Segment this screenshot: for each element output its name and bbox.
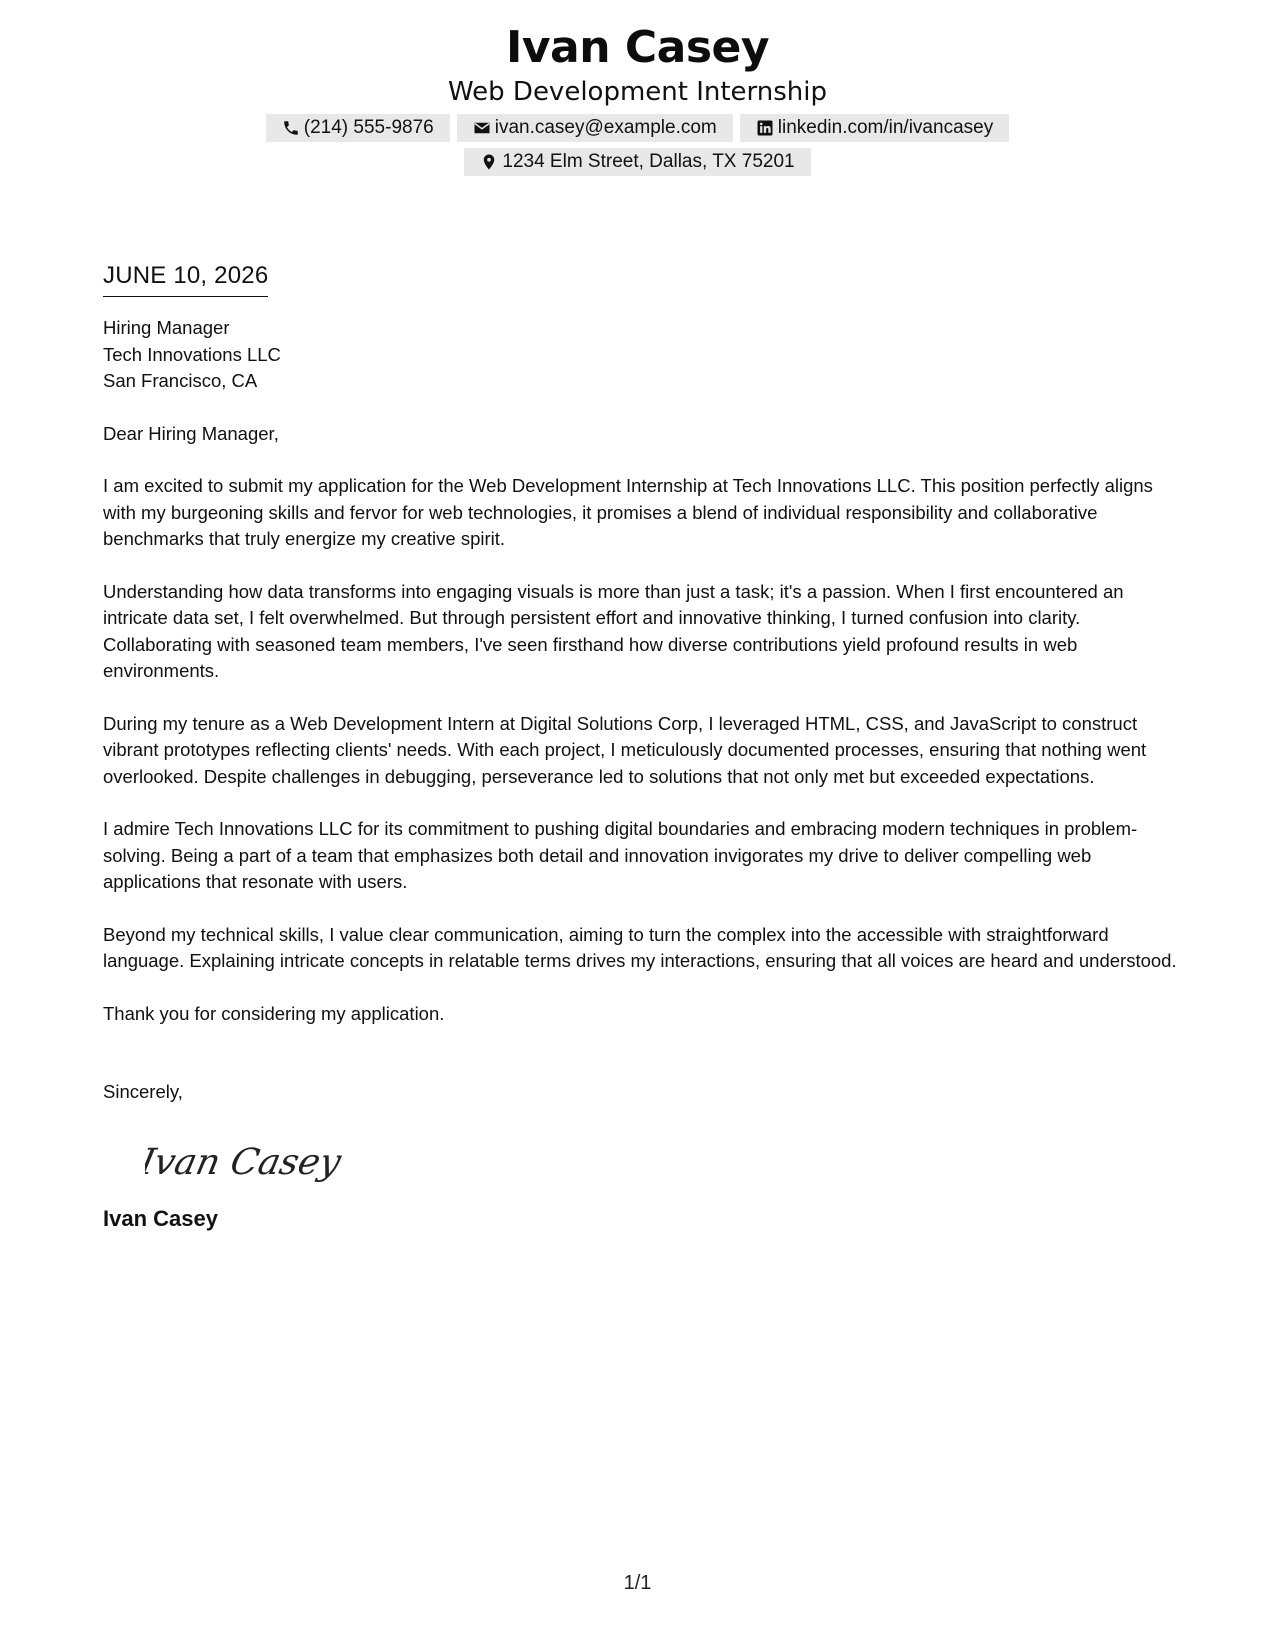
recipient-block xyxy=(103,315,1178,395)
linkedin-text: linkedin.com/in/ivancasey xyxy=(777,117,994,138)
body-paragraph: Understanding how data transforms into engaging visuals is more than just a task; it's a passion. When I first encountered an intricate data set, I felt overwhelmed. But through persistent effort and innovative thinking, I turned confusion into clarity. Collaborating with seasoned team members, I've seen firsthand how diverse contributions yield profound results in web environments. xyxy=(103,580,1124,681)
applicant-name: Ivan Casey xyxy=(505,22,770,73)
svg-text:Ivan Casey: Ivan Casey xyxy=(145,1139,345,1183)
map-pin-icon xyxy=(480,153,498,171)
letter-header xyxy=(0,20,1275,176)
address-text: 1234 Elm Street, Dallas, TX 75201 xyxy=(502,151,795,172)
contact-address xyxy=(464,148,810,176)
contact-phone xyxy=(266,114,450,142)
salutation: Dear Hiring Manager, xyxy=(103,422,279,444)
position-title: Web Development Internship xyxy=(447,77,828,107)
letter-date: JUNE 10, 2026 xyxy=(103,260,268,297)
page-number: 1/1 xyxy=(623,1572,652,1594)
body-paragraph: Beyond my technical skills, I value clear communication, aiming to turn the complex into the accessible with straightforward language. Explaining intricate concepts in relatable terms drives my interactions, ensuring that all voices are heard and understood. xyxy=(103,923,1177,971)
closing: Sincerely, xyxy=(103,1081,183,1102)
recipient-line: Hiring Manager xyxy=(103,317,230,338)
body-paragraph: During my tenure as a Web Development Intern at Digital Solutions Corp, I leveraged HTML, CSS, and JavaScript to construct vibrant prototypes reflecting clients' needs. With each project, I meticulously documented processes, ensuring that nothing went overlooked. Despite challenges in debugging, perseverance led to solutions that not only met but exceeded expectations. xyxy=(103,712,1147,787)
recipient-line: San Francisco, CA xyxy=(103,370,258,391)
contact-bar xyxy=(258,114,1018,176)
signed-name: Ivan Casey xyxy=(103,1205,218,1231)
phone-icon xyxy=(282,119,300,137)
phone-text: (214) 555-9876 xyxy=(303,117,434,138)
linkedin-icon xyxy=(756,119,774,137)
body-paragraph: I admire Tech Innovations LLC for its commitment to pushing digital boundaries and embracing modern techniques in problem-solving. Being a part of a team that emphasizes both detail and innovation invigorates my drive to deliver compelling web applications that resonate with users. xyxy=(103,818,1138,892)
recipient-line: Tech Innovations LLC xyxy=(103,343,281,365)
handwritten-signature xyxy=(145,1132,1178,1192)
email-text: ivan.casey@example.com xyxy=(494,117,717,138)
body-paragraph: I am excited to submit my application for the Web Development Internship at Tech Innovations LLC. This position perfectly aligns with my burgeoning skills and fervor for web technologies, it promises a blend of individual responsibility and collaborative benchmarks that truly energize my creative spirit. xyxy=(103,475,1153,549)
contact-linkedin xyxy=(740,114,1009,142)
contact-email xyxy=(457,114,733,142)
body-paragraph: Thank you for considering my application. xyxy=(103,1002,445,1024)
signature-image xyxy=(145,1132,345,1192)
letter-body xyxy=(103,260,1178,1232)
envelope-icon xyxy=(473,119,491,137)
